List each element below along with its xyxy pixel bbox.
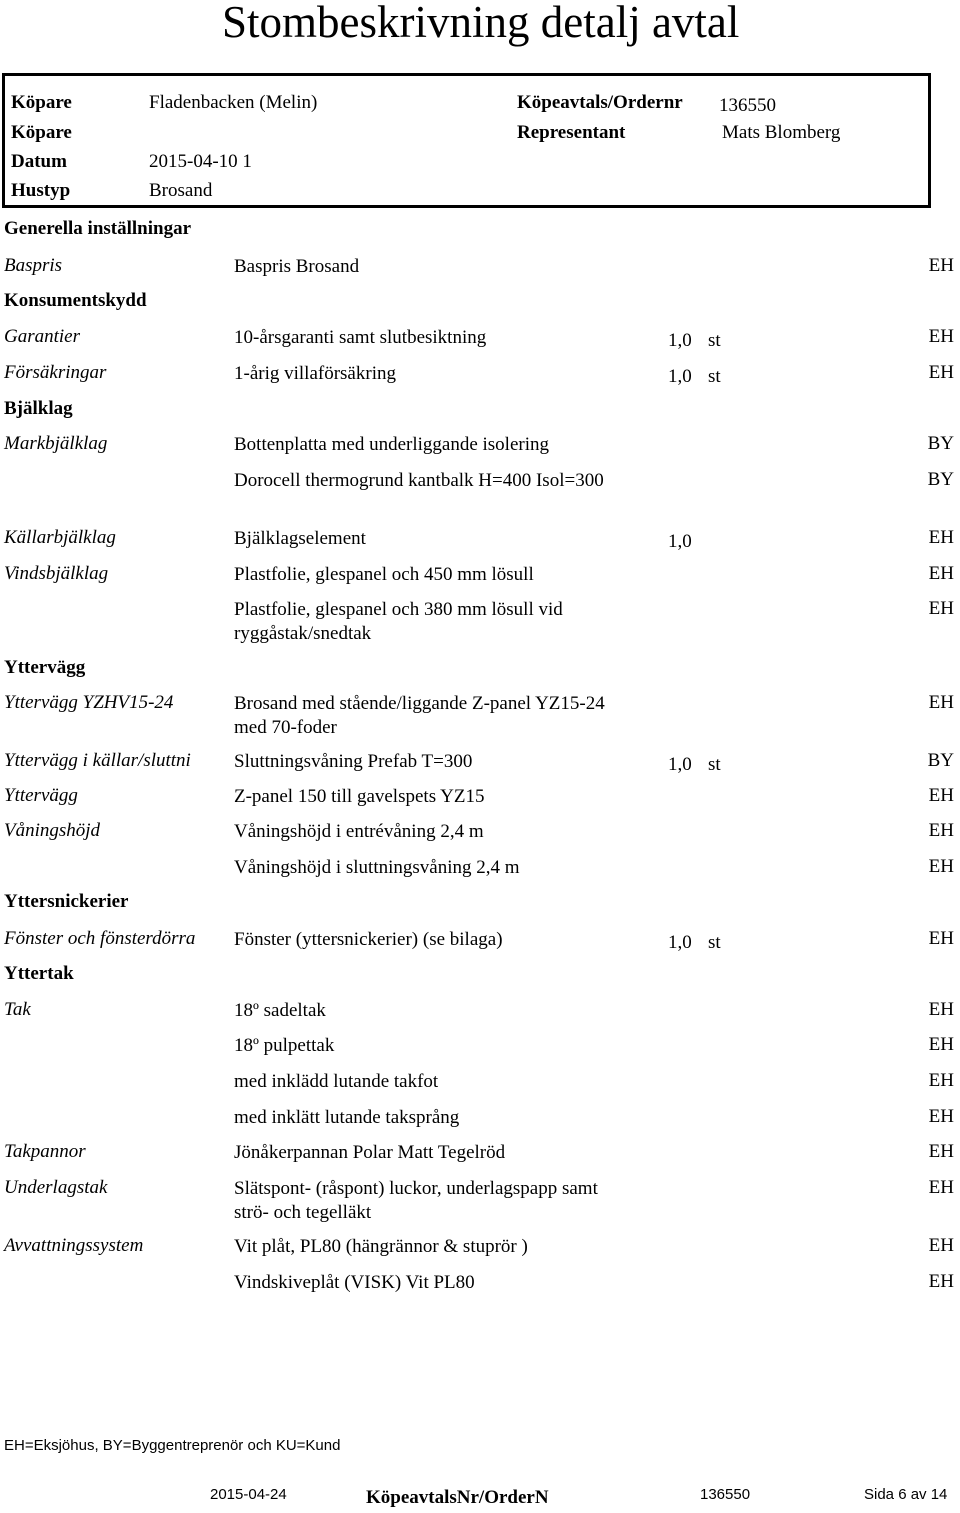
row-label: Vindsbjälklag (4, 563, 109, 584)
table-row (0, 1106, 960, 1130)
house-type-label: Hustyp (11, 180, 71, 201)
table-row (0, 785, 960, 809)
row-description: Våningshöjd i sluttningsvåning 2,4 m (234, 857, 520, 878)
legend: EH=Eksjöhus, BY=Byggentreprenör och KU=Kund (4, 1437, 341, 1454)
footer-page: Sida 6 av 14 (864, 1486, 948, 1503)
table-row (0, 750, 960, 774)
row-label: Försäkringar (4, 362, 107, 383)
table-row (0, 692, 960, 738)
header-box (2, 73, 931, 208)
row-responsible-code: EH (928, 1141, 954, 1162)
row-quantity: 1,0 (668, 366, 692, 387)
row-description: Z-panel 150 till gavelspets YZ15 (234, 786, 485, 807)
table-row (0, 527, 960, 551)
row-responsible-code: EH (928, 1271, 954, 1292)
row-label: Yttervägg i källar/sluttni (4, 750, 191, 771)
row-description: Sluttningsvåning Prefab T=300 (234, 751, 473, 772)
row-description: 1-årig villaförsäkring (234, 363, 396, 384)
order-value: 136550 (719, 95, 776, 116)
row-description: Baspris Brosand (234, 256, 360, 277)
row-responsible-code: BY (927, 469, 954, 490)
row-unit: st (708, 330, 721, 351)
row-responsible-code: EH (928, 598, 954, 619)
row-responsible-code: EH (928, 255, 954, 276)
row-description: Plastfolie, glespanel och 380 mm lösull vid ryggåstak/snedtak (234, 599, 563, 644)
row-responsible-code: EH (928, 563, 954, 584)
row-description: Vindskiveplåt (VISK) Vit PL80 (234, 1272, 475, 1293)
row-description: Brosand med stående/liggande Z-panel YZ15-24 med 70-foder (234, 693, 605, 738)
page-title: Stombeskrivning detalj avtal (222, 0, 740, 47)
row-description: Plastfolie, glespanel och 450 mm lösull (234, 564, 534, 585)
table-row (0, 362, 960, 386)
section-konsumentskydd: Konsumentskydd (4, 290, 147, 311)
section-yttervagg: Yttervägg (4, 657, 86, 678)
row-label: Yttervägg (4, 785, 78, 806)
row-quantity: 1,0 (668, 754, 692, 775)
row-responsible-code: EH (928, 527, 954, 548)
row-label: Garantier (4, 326, 80, 347)
row-label: Baspris (4, 255, 63, 276)
table-row (0, 820, 960, 844)
section-generella: Generella inställningar (4, 218, 192, 239)
row-label: Underlagstak (4, 1177, 108, 1198)
row-description: med inklätt lutande taksprång (234, 1107, 460, 1128)
row-description: med inklädd lutande takfot (234, 1071, 439, 1092)
buyer2-label: Köpare (11, 122, 72, 143)
table-row (0, 563, 960, 587)
row-unit: st (708, 932, 721, 953)
footer-order-label: KöpeavtalsNr/OrderN (366, 1487, 549, 1508)
row-responsible-code: EH (928, 1070, 954, 1091)
row-responsible-code: EH (928, 785, 954, 806)
table-row (0, 856, 960, 880)
row-description: Fönster (yttersnickerier) (se bilaga) (234, 929, 503, 950)
row-responsible-code: BY (927, 750, 954, 771)
row-unit: st (708, 754, 721, 775)
table-row (0, 928, 960, 952)
section-yttersnickerier: Yttersnickerier (4, 891, 129, 912)
table-row (0, 1177, 960, 1223)
row-description: Bjälklagselement (234, 528, 366, 549)
table-row (0, 999, 960, 1023)
row-responsible-code: EH (928, 856, 954, 877)
row-responsible-code: EH (928, 1106, 954, 1127)
section-bjalklag: Bjälklag (4, 398, 73, 419)
row-description: Slätspont- (råspont) luckor, underlagspapp samt strö- och tegelläkt (234, 1178, 598, 1223)
row-label: Avvattningssystem (4, 1235, 144, 1256)
table-row (0, 1034, 960, 1058)
row-label: Markbjälklag (4, 433, 108, 454)
representative-label: Representant (517, 122, 626, 143)
row-description: Jönåkerpannan Polar Matt Tegelröd (234, 1142, 506, 1163)
table-row (0, 469, 960, 493)
table-row (0, 255, 960, 279)
row-description: Bottenplatta med underliggande isolering (234, 434, 550, 455)
row-description: Våningshöjd i entrévåning 2,4 m (234, 821, 484, 842)
row-quantity: 1,0 (668, 531, 692, 552)
house-type-value: Brosand (149, 180, 213, 201)
row-responsible-code: EH (928, 1177, 954, 1198)
table-row (0, 1141, 960, 1165)
row-responsible-code: EH (928, 326, 954, 347)
row-responsible-code: EH (928, 820, 954, 841)
row-label: Takpannor (4, 1141, 86, 1162)
table-row (0, 1070, 960, 1094)
table-row (0, 1235, 960, 1259)
row-label: Källarbjälklag (4, 527, 116, 548)
date-label: Datum (11, 151, 67, 172)
row-unit: st (708, 366, 721, 387)
row-label: Fönster och fönsterdörra (4, 928, 196, 949)
row-quantity: 1,0 (668, 330, 692, 351)
row-responsible-code: EH (928, 928, 954, 949)
table-row (0, 326, 960, 350)
buyer-value: Fladenbacken (Melin) (149, 92, 318, 113)
buyer-label: Köpare (11, 92, 72, 113)
row-description: Vit plåt, PL80 (hängrännor & stuprör ) (234, 1236, 528, 1257)
row-responsible-code: EH (928, 362, 954, 383)
representative-value: Mats Blomberg (722, 122, 841, 143)
footer-order-value: 136550 (700, 1486, 751, 1503)
date-value: 2015-04-10 1 (149, 151, 252, 172)
row-description: 10-årsgaranti samt slutbesiktning (234, 327, 487, 348)
table-row (0, 1271, 960, 1295)
row-description: Dorocell thermogrund kantbalk H=400 Isol=300 (234, 470, 604, 491)
row-quantity: 1,0 (668, 932, 692, 953)
row-label: Våningshöjd (4, 820, 101, 841)
row-responsible-code: BY (927, 433, 954, 454)
row-responsible-code: EH (928, 1034, 954, 1055)
row-description: 18º sadeltak (234, 1000, 326, 1021)
table-row (0, 598, 960, 644)
row-label: Tak (4, 999, 31, 1020)
row-label: Yttervägg YZHV15-24 (4, 692, 174, 713)
row-responsible-code: EH (928, 692, 954, 713)
footer-date: 2015-04-24 (210, 1486, 287, 1503)
section-yttertak: Yttertak (4, 963, 74, 984)
table-row (0, 433, 960, 457)
order-label: Köpeavtals/Ordernr (517, 92, 683, 113)
row-responsible-code: EH (928, 1235, 954, 1256)
row-responsible-code: EH (928, 999, 954, 1020)
row-description: 18º pulpettak (234, 1035, 335, 1056)
